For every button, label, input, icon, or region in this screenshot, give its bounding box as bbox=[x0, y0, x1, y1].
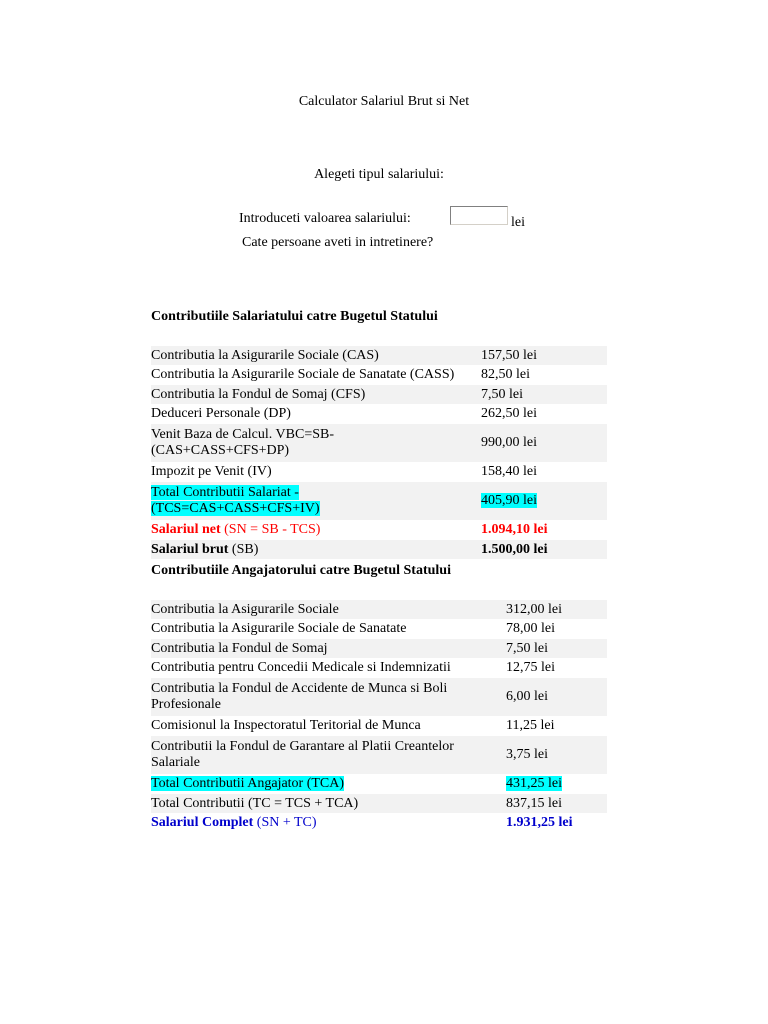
net-salary-row bbox=[151, 520, 607, 540]
row-label: Contributia la Fondul de Somaj bbox=[151, 639, 506, 658]
row-value: 3,75 lei bbox=[506, 736, 607, 774]
dependents-label: Cate persoane aveti in intretinere? bbox=[242, 235, 434, 250]
gross-salary-value: 1.500,00 lei bbox=[481, 540, 607, 559]
table-row bbox=[151, 678, 607, 716]
row-label-text: Venit Baza de Calcul. VBC=SB-(CAS+CASS+CFS+DP) bbox=[151, 427, 335, 458]
employer-table bbox=[151, 600, 607, 833]
row-label: Deduceri Personale (DP) bbox=[151, 404, 481, 424]
table-row bbox=[151, 385, 607, 404]
table-row bbox=[151, 404, 607, 424]
row-value: 7,50 lei bbox=[506, 639, 607, 658]
total-contributions-row bbox=[151, 794, 607, 813]
row-label: Contributia la Asigurarile Sociale bbox=[151, 600, 506, 619]
row-value: 7,50 lei bbox=[481, 385, 607, 404]
row-value: 990,00 lei bbox=[481, 424, 607, 462]
total-contributions-value: 837,15 lei bbox=[506, 794, 607, 813]
salary-value-label: Introduceti valoarea salariului: bbox=[239, 211, 411, 226]
table-row bbox=[151, 619, 607, 639]
row-label: Contributia pentru Concedii Medicale si Indemnizatii bbox=[151, 658, 506, 678]
employee-total-value: 405,90 lei bbox=[481, 493, 537, 508]
row-label: Contributia la Asigurarile Sociale (CAS) bbox=[151, 346, 481, 365]
row-label: Contributia la Asigurarile Sociale de Sanatate (CASS) bbox=[151, 365, 481, 385]
net-salary-label: Salariul net bbox=[151, 522, 221, 537]
complete-salary-formula: (SN + TC) bbox=[253, 815, 317, 830]
row-value: 157,50 lei bbox=[481, 346, 607, 365]
gross-salary-row bbox=[151, 540, 607, 559]
employer-total-row bbox=[151, 774, 607, 794]
row-value: 12,75 lei bbox=[506, 658, 607, 678]
table-row bbox=[151, 658, 607, 678]
row-label bbox=[151, 678, 506, 716]
currency-unit: lei bbox=[511, 215, 525, 230]
row-value: 82,50 lei bbox=[481, 365, 607, 385]
page-title: Calculator Salariul Brut si Net bbox=[298, 94, 470, 109]
complete-salary-row bbox=[151, 813, 607, 833]
employer-total-label: Total Contributii Angajator (TCA) bbox=[151, 776, 345, 791]
row-value: 6,00 lei bbox=[506, 678, 607, 716]
employer-section-heading: Contributiile Angajatorului catre Bugetul Statului bbox=[151, 563, 451, 578]
table-row bbox=[151, 716, 607, 736]
row-value: 312,00 lei bbox=[506, 600, 607, 619]
row-label bbox=[151, 424, 481, 462]
complete-salary-value: 1.931,25 lei bbox=[506, 813, 607, 833]
row-label: Impozit pe Venit (IV) bbox=[151, 462, 481, 482]
row-label-text: Contributii la Fondul de Garantare al Platii Creantelor Salariale bbox=[151, 739, 454, 770]
employer-total-value: 431,25 lei bbox=[506, 776, 562, 791]
row-value: 11,25 lei bbox=[506, 716, 607, 736]
employee-section-heading: Contributiile Salariatului catre Bugetul Statului bbox=[151, 309, 438, 324]
employee-table bbox=[151, 346, 607, 559]
employee-total-row bbox=[151, 482, 607, 520]
table-row bbox=[151, 462, 607, 482]
row-label bbox=[151, 736, 506, 774]
row-label: Contributia la Asigurarile Sociale de Sanatate bbox=[151, 619, 506, 639]
salary-input[interactable] bbox=[450, 206, 508, 225]
employee-total-label: Total Contributii Salariat - (TCS=CAS+CASS+CFS+IV) bbox=[151, 485, 320, 516]
net-salary-value: 1.094,10 lei bbox=[481, 520, 607, 540]
table-row bbox=[151, 736, 607, 774]
row-label: Comisionul la Inspectoratul Teritorial de Munca bbox=[151, 716, 506, 736]
row-value: 158,40 lei bbox=[481, 462, 607, 482]
net-salary-formula: (SN = SB - TCS) bbox=[220, 522, 321, 537]
table-row bbox=[151, 639, 607, 658]
table-row bbox=[151, 346, 607, 365]
row-value: 78,00 lei bbox=[506, 619, 607, 639]
total-contributions-label: Total Contributii (TC = TCS + TCA) bbox=[151, 794, 506, 813]
row-label-text: Contributia la Fondul de Accidente de Munca si Boli Profesionale bbox=[151, 681, 448, 712]
row-value: 262,50 lei bbox=[481, 404, 607, 424]
gross-salary-label: Salariul brut bbox=[151, 541, 229, 557]
table-row bbox=[151, 424, 607, 462]
table-row bbox=[151, 365, 607, 385]
gross-salary-formula: (SB) bbox=[228, 541, 259, 557]
row-label: Contributia la Fondul de Somaj (CFS) bbox=[151, 385, 481, 404]
complete-salary-label: Salariul Complet bbox=[151, 815, 254, 830]
salary-type-label: Alegeti tipul salariului: bbox=[314, 167, 444, 182]
table-row bbox=[151, 600, 607, 619]
